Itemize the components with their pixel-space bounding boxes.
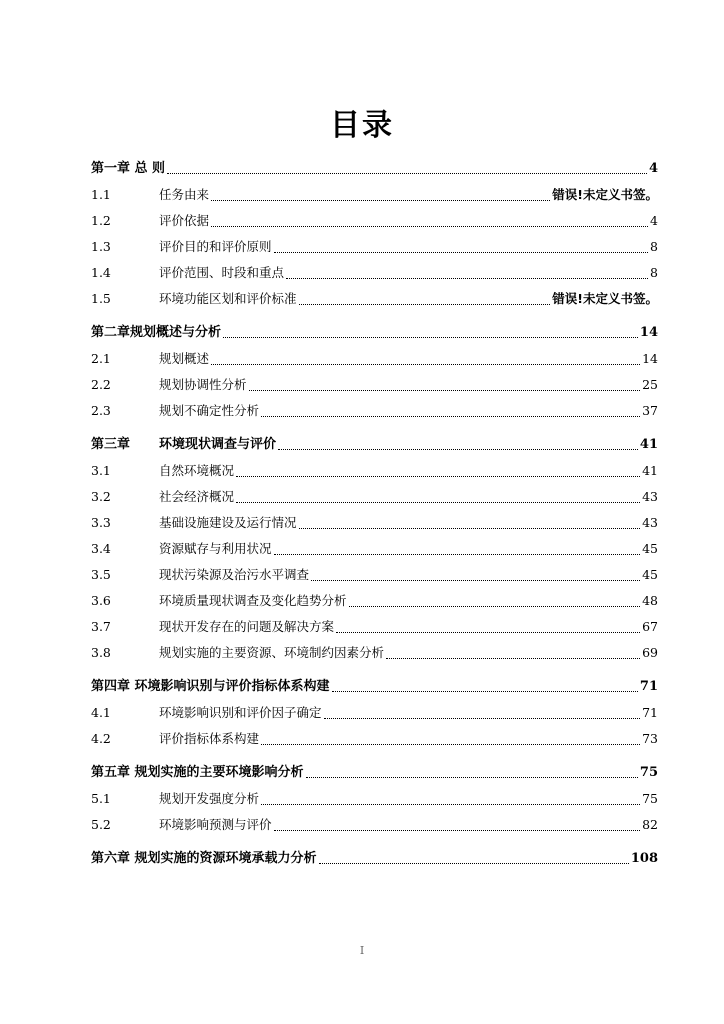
toc-entry-label: 评价指标体系构建 [159,731,260,746]
toc-entry-label: 规划概述 [159,351,210,366]
toc-page-number: 8 [650,265,658,280]
toc-chapter-entry[interactable] [91,155,658,182]
toc-entry-label: 评价目的和评价原则 [159,239,272,254]
toc-leader-dots [286,278,648,279]
toc-leader-dots [167,173,647,174]
toc-page-number: 14 [642,351,658,366]
toc-page-number: 4 [648,161,658,176]
toc-leader-dots [299,304,551,305]
toc-entry-number: 2.2 [91,377,111,392]
toc-entry-number: 1.2 [91,213,111,228]
toc-page-number: 43 [642,489,658,504]
toc-entry-label: 环境功能区划和评价标准 [159,291,297,306]
toc-section-entry[interactable] [91,562,658,588]
toc-leader-dots [211,226,648,227]
toc-section-entry[interactable] [91,588,658,614]
toc-entry-label: 第二章规划概述与分析 [91,325,222,340]
toc-leader-dots [236,476,640,477]
toc-leader-dots [211,200,550,201]
toc-leader-dots [332,691,638,692]
toc-entry-label: 第一章 总 则 [91,161,166,176]
toc-page-number: 4 [650,213,658,228]
toc-entry-number: 3.8 [91,645,111,660]
toc-page-number: 45 [642,541,658,556]
toc-leader-dots [386,658,640,659]
toc-leader-dots [211,364,640,365]
toc-entry-label: 现状污染源及治污水平调查 [159,567,310,582]
toc-section-entry[interactable] [91,786,658,812]
toc-entry-label: 第六章 规划实施的资源环境承载力分析 [91,851,317,866]
toc-leader-dots [236,502,640,503]
toc-page-number: 75 [642,791,658,806]
toc-leader-dots [261,744,640,745]
toc-entry-label: 现状开发存在的问题及解决方案 [159,619,335,634]
toc-entry-number: 3.5 [91,567,111,582]
toc-section-entry[interactable] [91,346,658,372]
toc-entry-label: 规划开发强度分析 [159,791,260,806]
toc-entry-number: 第三章 [91,437,131,452]
toc-leader-dots [336,632,640,633]
toc-entry-number: 3.2 [91,489,111,504]
toc-entry-number: 3.3 [91,515,111,530]
toc-entry-label: 任务由来 [159,187,210,202]
toc-entry-number: 3.7 [91,619,111,634]
toc-leader-dots [274,554,641,555]
toc-section-entry[interactable] [91,484,658,510]
toc-chapter-entry[interactable] [91,319,658,346]
toc-page-number: 67 [642,619,658,634]
toc-entry-label: 环境影响识别和评价因子确定 [159,705,322,720]
toc-chapter-entry[interactable] [91,759,658,786]
toc-bookmark-error: 错误!未定义书签。 [552,187,658,202]
page-number-footer: I [359,944,365,957]
toc-section-entry[interactable] [91,286,658,312]
toc-leader-dots [274,252,649,253]
toc-section-entry[interactable] [91,726,658,752]
toc-entry-label: 规划实施的主要资源、环境制约因素分析 [159,645,385,660]
toc-page-number: 45 [642,567,658,582]
toc-entry-label: 环境质量现状调查及变化趋势分析 [159,593,347,608]
toc-leader-dots [278,449,638,450]
toc-leader-dots [319,863,629,864]
toc-entry-number: 3.4 [91,541,111,556]
toc-entry-number: 1.1 [91,187,111,202]
toc-chapter-entry[interactable] [91,673,658,700]
toc-entry-number: 1.5 [91,291,111,306]
toc-entry-number: 5.1 [91,791,111,806]
toc-entry-label: 第四章 环境影响识别与评价指标体系构建 [91,679,330,694]
toc-entry-label: 社会经济概况 [159,489,235,504]
toc-entry-label: 自然环境概况 [159,463,235,478]
toc-entry-number: 1.4 [91,265,111,280]
toc-entry-label: 资源赋存与利用状况 [159,541,272,556]
toc-entry-number: 4.2 [91,731,111,746]
toc-entry-label: 基础设施建设及运行情况 [159,515,297,530]
toc-chapter-entry[interactable] [91,845,658,872]
toc-section-entry[interactable] [91,812,658,838]
toc-leader-dots [261,804,640,805]
toc-page-number: 73 [642,731,658,746]
toc-page-number: 75 [639,765,658,780]
toc-page-number: 8 [650,239,658,254]
toc-entry-number: 1.3 [91,239,111,254]
toc-section-entry[interactable] [91,640,658,666]
toc-section-entry[interactable] [91,372,658,398]
toc-section-entry[interactable] [91,208,658,234]
toc-leader-dots [223,337,638,338]
toc-leader-dots [324,718,641,719]
toc-leader-dots [306,777,638,778]
toc-page-number: 41 [642,463,658,478]
toc-page-number: 37 [642,403,658,418]
toc-entry-number: 3.6 [91,593,111,608]
toc-entry-label: 评价依据 [159,213,210,228]
toc-chapter-entry[interactable] [91,431,658,458]
toc-section-entry[interactable] [91,536,658,562]
toc-entry-number: 3.1 [91,463,111,478]
toc-section-entry[interactable] [91,398,658,424]
toc-section-entry[interactable] [91,700,658,726]
toc-entry-label: 环境影响预测与评价 [159,817,272,832]
toc-entry-number: 4.1 [91,705,111,720]
toc-entry-label: 评价范围、时段和重点 [159,265,285,280]
toc-page-number: 69 [642,645,658,660]
toc-section-entry[interactable] [91,510,658,536]
toc-page-number: 82 [642,817,658,832]
toc-page-number: 108 [630,851,658,866]
toc-leader-dots [299,528,641,529]
toc-page-number: 41 [639,437,658,452]
toc-entry-number: 5.2 [91,817,111,832]
toc-entry-label: 规划协调性分析 [159,377,247,392]
toc-section-entry[interactable] [91,614,658,640]
toc-leader-dots [249,390,641,391]
toc-page-number: 14 [639,325,658,340]
toc-entry-label: 规划不确定性分析 [159,403,260,418]
toc-section-entry[interactable] [91,458,658,484]
toc-section-entry[interactable] [91,182,658,208]
toc-page-number: 71 [639,679,658,694]
toc-page-number: 25 [642,377,658,392]
toc-leader-dots [349,606,641,607]
toc-entry-number: 2.3 [91,403,111,418]
page-title: 目录 [330,108,394,143]
toc-page-number: 48 [642,593,658,608]
toc-leader-dots [274,830,641,831]
table-of-contents [91,155,658,872]
toc-bookmark-error: 错误!未定义书签。 [552,291,658,306]
toc-leader-dots [311,580,640,581]
toc-section-entry[interactable] [91,234,658,260]
toc-page-number: 43 [642,515,658,530]
toc-leader-dots [261,416,640,417]
toc-page-number: 71 [642,705,658,720]
toc-section-entry[interactable] [91,260,658,286]
toc-entry-label: 第五章 规划实施的主要环境影响分析 [91,765,304,780]
toc-entry-number: 2.1 [91,351,111,366]
toc-entry-label: 环境现状调查与评价 [159,437,277,452]
